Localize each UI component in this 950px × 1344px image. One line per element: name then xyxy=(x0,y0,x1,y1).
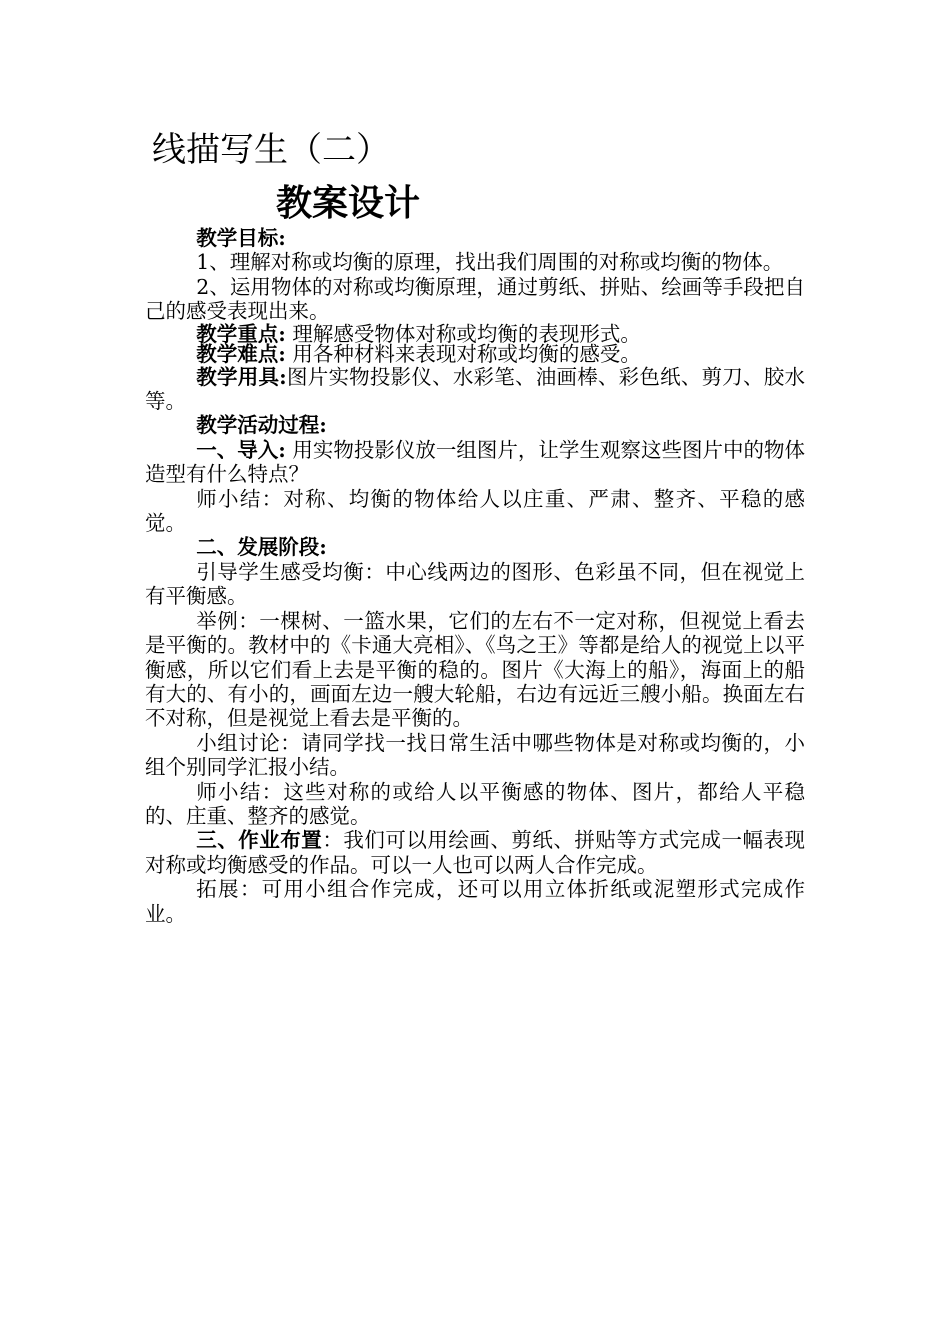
paragraph-objectives-heading xyxy=(145,226,805,250)
paragraph-difficulty xyxy=(145,344,805,365)
paragraph-text: 拓展：可用小组合作完成，还可以用立体折纸或泥塑形式完成作业。 xyxy=(145,877,805,926)
paragraph-teacher-summary-1 xyxy=(145,487,805,536)
paragraph-extension xyxy=(145,877,805,926)
paragraph-text: 图片实物投影仪、水彩笔、油画棒、彩色纸、剪刀、胶水等。 xyxy=(145,364,806,414)
paragraph-text: 2、运用物体的对称或均衡原理，通过剪纸、拼贴、绘画等手段把自己的感受表现出来。 xyxy=(145,274,805,324)
paragraph-guide-balance xyxy=(145,560,805,609)
paragraph-text: 小组讨论：请同学找一找日常生活中哪些物体是对称或均衡的，小组个别同学汇报小结。 xyxy=(145,730,805,780)
paragraph-text: 理解感受物体对称或均衡的表现形式。 xyxy=(285,321,641,346)
paragraph-text: 引导学生感受均衡：中心线两边的图形、色彩虽不同，但在视觉上有平衡感。 xyxy=(145,559,805,609)
paragraph-text: 师小结：这些对称的或给人以平衡感的物体、图片，都给人平稳的、庄重、整齐的感觉。 xyxy=(145,779,805,828)
paragraph-objective-1 xyxy=(145,250,805,274)
paragraph-label: 教学难点: xyxy=(196,342,286,367)
paragraph-label: 二、发展阶段: xyxy=(196,535,327,560)
paragraph-key-point xyxy=(145,321,805,346)
paragraph-process-heading xyxy=(145,413,805,437)
document-body xyxy=(145,226,805,926)
paragraph-label: 教学重点: xyxy=(196,321,286,346)
paragraph-teacher-summary-2 xyxy=(145,780,805,829)
paragraph-text: 用实物投影仪放一组图片，让学生观察这些图片中的物体造型有什么特点？ xyxy=(145,437,805,487)
paragraph-label: 一、导入: xyxy=(196,437,286,462)
paragraph-label: 教学用具: xyxy=(196,364,287,389)
paragraph-group-discussion xyxy=(145,731,805,780)
paragraph-text: 师小结：对称、均衡的物体给人以庄重、严肃、整齐、平稳的感觉。 xyxy=(145,486,805,536)
paragraph-label: 教学活动过程: xyxy=(196,413,327,438)
paragraph-text: 举例：一棵树、一篮水果，它们的左右不一定对称，但视觉上看去是平衡的。教材中的《卡通大亮相》、《鸟之王》等都是给人的视觉上以平衡感，所以它们看上去是平衡的稳的。图片《大海上的船》，海面上的船有大的、有小的，画面左边一艘大轮船，右边有远近三艘小船。换面左右不对称，但是视觉上看去是平衡的。 xyxy=(145,608,805,731)
paragraph-tools xyxy=(145,365,805,414)
paragraph-homework xyxy=(145,828,805,877)
paragraph-label: 三、作业布置 xyxy=(196,828,323,853)
paragraph-text: ：我们可以用绘画、剪纸、拼贴等方式完成一幅表现对称或均衡感受的作品。可以一人也可以两人合作完成。 xyxy=(145,828,806,877)
paragraph-introduction xyxy=(145,438,805,487)
paragraph-text: 1、理解对称或均衡的原理，找出我们周围的对称或均衡的物体。 xyxy=(196,250,784,275)
paragraph-text: 用各种材料来表现对称或均衡的感受。 xyxy=(285,342,641,367)
paragraph-label: 教学目标: xyxy=(196,226,286,250)
paragraph-examples xyxy=(145,609,805,731)
document-subtitle: 教案设计 xyxy=(276,182,421,224)
paragraph-objective-2 xyxy=(145,275,805,324)
paragraph-development-heading xyxy=(145,535,805,559)
document-title: 线描写生（二） xyxy=(152,130,390,170)
